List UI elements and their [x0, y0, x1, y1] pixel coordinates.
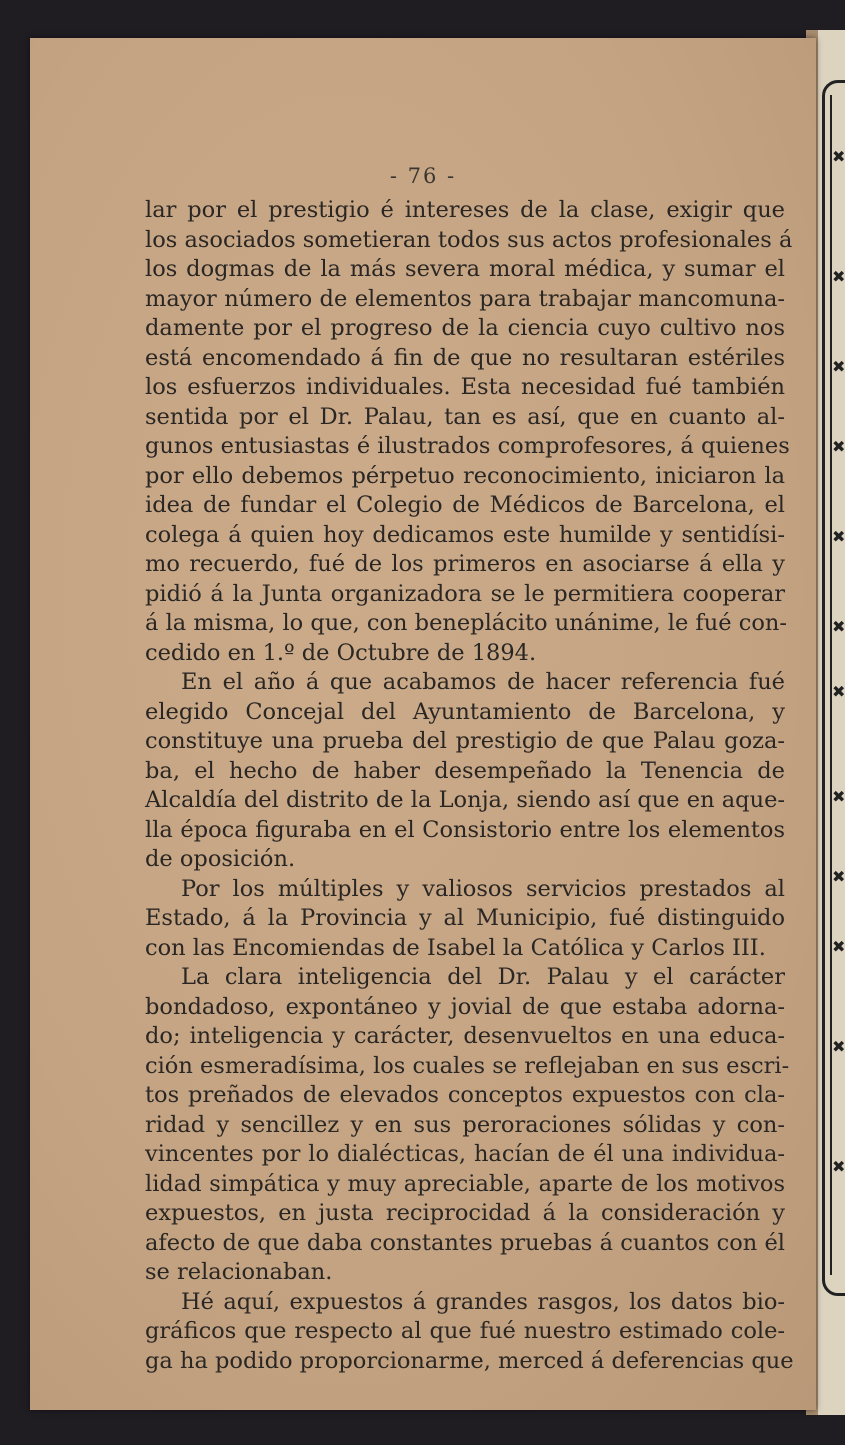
knot-ornament-icon: ✖ — [832, 787, 845, 806]
text-line: lla época figuraba en el Consistorio entre los elementos — [145, 816, 785, 843]
knot-ornament-icon: ✖ — [832, 682, 845, 701]
knot-ornament-icon: ✖ — [832, 867, 845, 886]
text-line: expuestos, en justa reciprocidad á la consideración y — [145, 1200, 785, 1226]
text-line: Por los múltiples y valiosos servicios prestados al — [181, 875, 785, 902]
knot-ornament-icon: ✖ — [832, 1157, 845, 1176]
text-line: do; inteligencia y carácter, desenvueltos en una educa- — [145, 1023, 785, 1049]
text-line: damente por el progreso de la ciencia cuyo cultivo nos — [145, 315, 785, 341]
text-line: los dogmas de la más severa moral médica, y sumar el — [145, 256, 785, 282]
text-line: se relacionaban. — [145, 1259, 333, 1285]
body-text — [145, 196, 794, 1376]
text-line: ga ha podido proporcionarme, merced á deferencias que — [145, 1347, 794, 1374]
text-line: á la misma, lo que, con beneplácito unánime, le fué con- — [145, 610, 787, 636]
text-line: lar por el prestigio é intereses de la clase, exigir que — [145, 197, 785, 223]
text-line: sentida por el Dr. Palau, tan es así, que en cuanto al- — [145, 403, 785, 430]
page-number: - 76 - — [389, 164, 457, 188]
text-line: los esfuerzos individuales. Esta necesidad fué también — [145, 374, 785, 400]
text-line: ción esmeradísima, los cuales se reflejaban en sus escri- — [145, 1052, 790, 1079]
text-line: gunos entusiastas é ilustrados comprofesores, á quienes — [145, 433, 790, 459]
text-line: mo recuerdo, fué de los primeros en asociarse á ella y — [145, 551, 785, 577]
text-line: cedido en 1.º de Octubre de 1894. — [145, 639, 537, 666]
text-line: de oposición. — [145, 846, 296, 872]
knot-ornament-icon: ✖ — [832, 527, 845, 546]
text-line: Alcaldía del distrito de la Lonja, siendo así que en aque- — [145, 787, 785, 813]
text-line: por ello debemos pérpetuo reconocimiento, iniciaron la — [145, 462, 785, 489]
text-line: lidad simpática y muy apreciable, aparte de los motivos — [145, 1170, 785, 1197]
text-line: idea de fundar el Colegio de Médicos de Barcelona, el — [145, 492, 785, 518]
text-line: Estado, á la Provincia y al Municipio, fué distinguido — [145, 905, 785, 931]
knot-ornament-icon: ✖ — [832, 147, 845, 166]
knot-ornament-icon: ✖ — [832, 267, 845, 286]
adjacent-page-border — [814, 30, 845, 1415]
knot-ornament-icon: ✖ — [832, 617, 845, 636]
text-line: En el año á que acabamos de hacer referencia fué — [181, 669, 785, 695]
text-line: con las Encomiendas de Isabel la Católica y Carlos III. — [145, 934, 766, 961]
knot-ornament-icon: ✖ — [832, 1037, 845, 1056]
text-line: constituye una prueba del prestigio de que Palau goza- — [145, 728, 785, 754]
text-line: gráficos que respecto al que fué nuestro estimado cole- — [145, 1318, 785, 1344]
text-line: ridad y sencillez y en sus peroraciones sólidas y con- — [145, 1111, 785, 1138]
text-line: colega á quien hoy dedicamos este humilde y sentidísi- — [145, 521, 785, 548]
text-line: bondadoso, expontáneo y jovial de que estaba adorna- — [145, 993, 785, 1020]
knot-ornament-icon: ✖ — [832, 937, 845, 956]
text-line: los asociados sometieran todos sus actos profesionales á — [145, 226, 793, 253]
knot-ornament-icon: ✖ — [832, 357, 845, 376]
text-line: vincentes por lo dialécticas, hacían de él una individua- — [145, 1141, 785, 1167]
text-line: ba, el hecho de haber desempeñado la Tenencia de — [145, 757, 785, 784]
text-line: elegido Concejal del Ayuntamiento de Barcelona, y — [145, 698, 785, 725]
text-line: Hé aquí, expuestos á grandes rasgos, los datos bio- — [181, 1288, 785, 1315]
text-line: tos preñados de elevados conceptos expuestos con cla- — [145, 1082, 785, 1108]
text-line: está encomendado á fin de que no resultaran estériles — [145, 344, 785, 371]
text-line: mayor número de elementos para trabajar mancomuna- — [145, 285, 785, 312]
text-line: afecto de que daba constantes pruebas á cuantos con él — [145, 1229, 785, 1256]
text-line: pidió á la Junta organizadora se le permitiera cooperar — [145, 580, 785, 607]
text-line: La clara inteligencia del Dr. Palau y el carácter — [181, 964, 785, 990]
knot-ornament-icon: ✖ — [832, 437, 845, 456]
